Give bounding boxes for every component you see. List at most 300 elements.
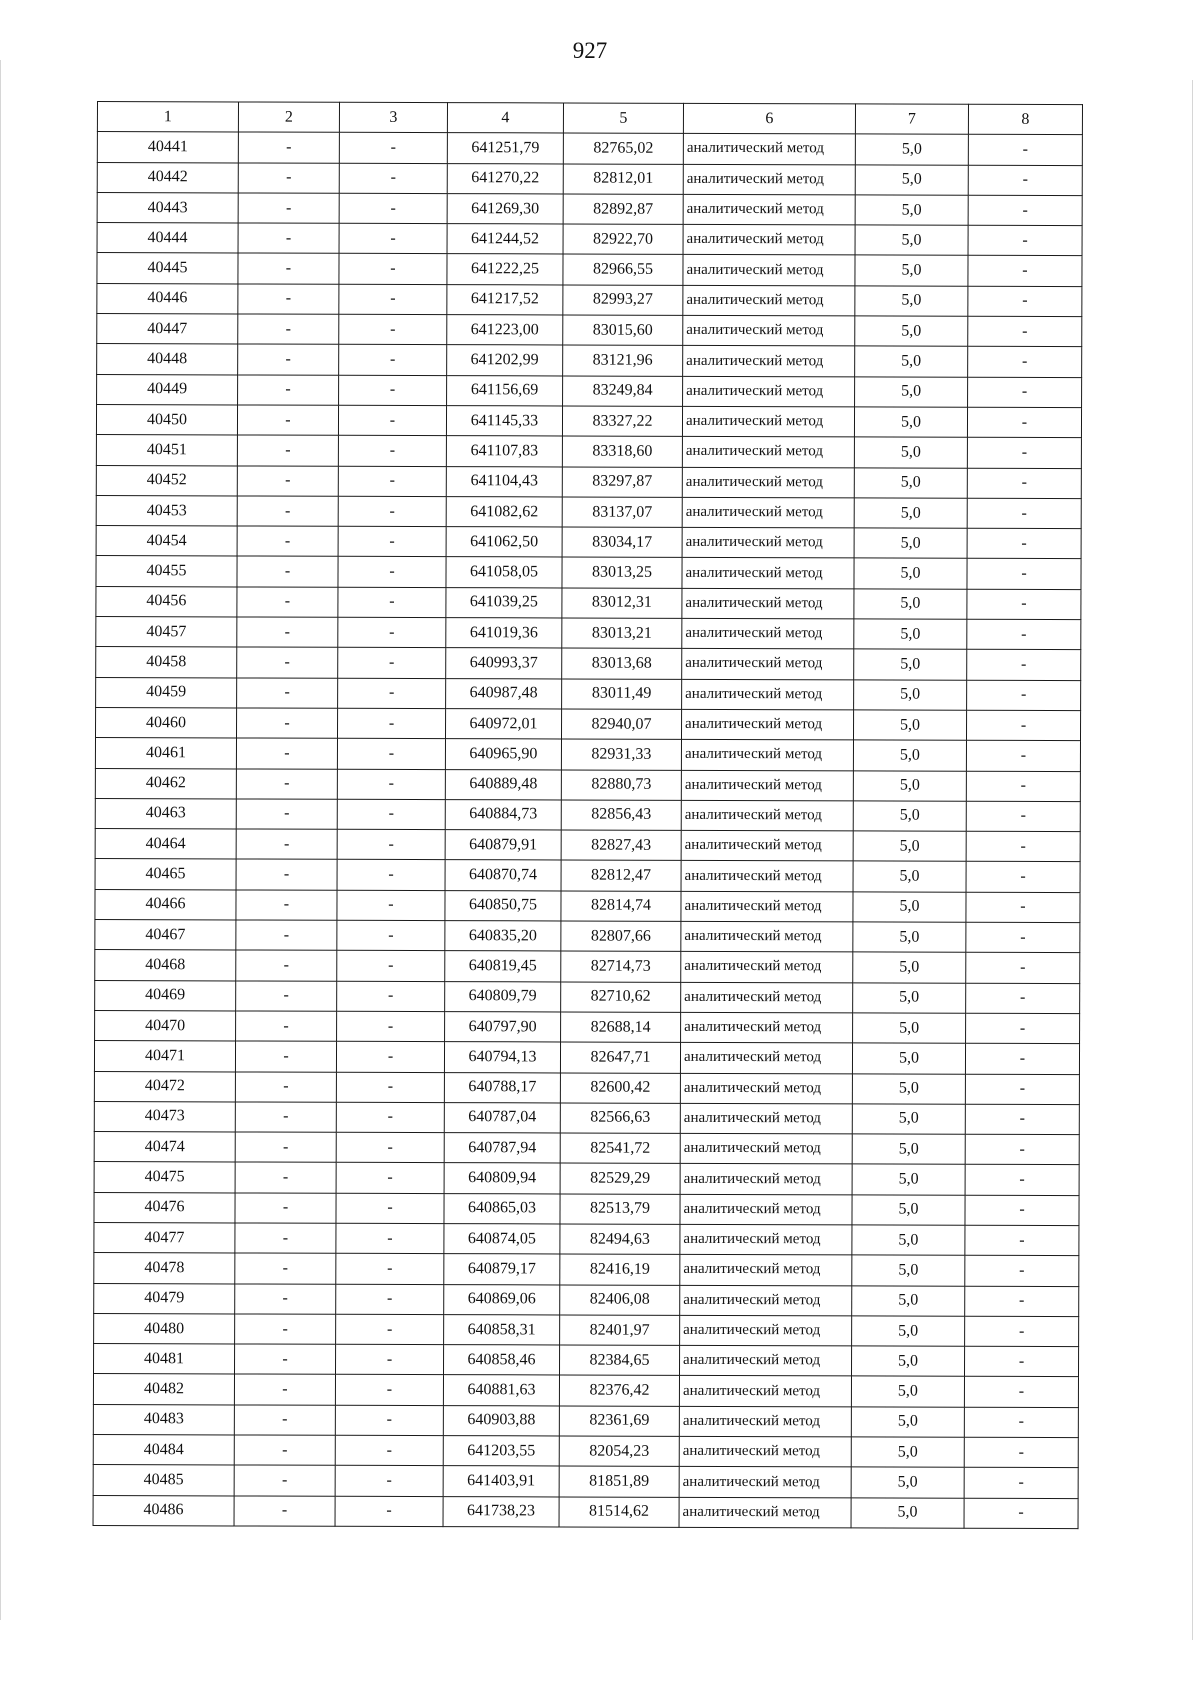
table-row	[97, 162, 1082, 195]
col2-cell: -	[234, 1405, 335, 1436]
x-coordinate-cell: 641082,62	[446, 496, 562, 527]
col2-cell: -	[236, 950, 337, 981]
method-cell: аналитический метод	[682, 679, 854, 710]
point-number-cell: 40455	[96, 556, 237, 587]
table-row	[95, 1010, 1080, 1043]
y-coordinate-cell: 82940,07	[561, 709, 681, 740]
col2-cell: -	[238, 314, 339, 345]
col2-cell: -	[238, 223, 339, 254]
method-cell: аналитический метод	[682, 467, 854, 498]
point-number-cell: 40473	[94, 1101, 235, 1132]
col3-cell: -	[338, 678, 446, 709]
point-number-cell: 40466	[95, 889, 236, 920]
col8-cell: -	[967, 680, 1081, 711]
table-row	[96, 677, 1081, 710]
table-row	[95, 980, 1080, 1013]
col8-cell: -	[965, 1165, 1079, 1196]
method-cell: аналитический метод	[680, 1073, 852, 1104]
col8-cell: -	[966, 831, 1080, 862]
table-row	[95, 829, 1080, 862]
x-coordinate-cell: 641062,50	[446, 527, 562, 558]
accuracy-cell: 5,0	[855, 377, 968, 408]
point-number-cell: 40445	[97, 253, 238, 284]
col2-cell: -	[235, 1223, 336, 1254]
col3-cell: -	[339, 163, 447, 194]
y-coordinate-cell: 82688,14	[561, 1012, 681, 1043]
column-header: 8	[968, 104, 1082, 135]
col2-cell: -	[235, 1102, 336, 1133]
point-number-cell: 40485	[93, 1465, 234, 1496]
coordinates-table-container	[93, 101, 1082, 1529]
x-coordinate-cell: 640889,48	[445, 769, 561, 800]
col3-cell: -	[338, 405, 446, 436]
y-coordinate-cell: 82494,63	[560, 1224, 680, 1255]
col8-cell: -	[968, 286, 1082, 317]
page-number: 927	[572, 38, 608, 63]
table-row	[94, 1071, 1079, 1104]
point-number-cell: 40479	[94, 1283, 235, 1314]
col8-cell: -	[964, 1377, 1078, 1408]
col2-cell: -	[237, 405, 338, 436]
method-cell: аналитический метод	[679, 1497, 851, 1528]
method-cell: аналитический метод	[681, 982, 853, 1013]
col2-cell: -	[235, 1132, 336, 1163]
col3-cell: -	[336, 1223, 444, 1254]
x-coordinate-cell: 641251,79	[447, 133, 563, 164]
col8-cell: -	[968, 135, 1082, 166]
method-cell: аналитический метод	[683, 346, 855, 377]
col8-cell: -	[964, 1437, 1078, 1468]
accuracy-cell: 5,0	[855, 316, 968, 347]
col8-cell: -	[967, 559, 1081, 590]
y-coordinate-cell: 83121,96	[563, 345, 683, 376]
col2-cell: -	[235, 1041, 336, 1072]
table-body	[93, 132, 1082, 1529]
col8-cell: -	[966, 1013, 1080, 1044]
x-coordinate-cell: 640869,06	[444, 1284, 560, 1315]
col2-cell: -	[234, 1465, 335, 1496]
x-coordinate-cell: 641222,25	[447, 254, 563, 285]
accuracy-cell: 5,0	[854, 680, 967, 711]
table-row	[96, 586, 1081, 619]
col8-cell: -	[964, 1468, 1078, 1499]
point-number-cell: 40457	[96, 617, 237, 648]
y-coordinate-cell: 83249,84	[563, 376, 683, 407]
col8-cell: -	[966, 801, 1080, 832]
method-cell: аналитический метод	[679, 1376, 851, 1407]
table-row	[96, 435, 1081, 468]
accuracy-cell: 5,0	[854, 558, 967, 589]
table-row	[95, 920, 1080, 953]
accuracy-cell: 5,0	[854, 528, 967, 559]
y-coordinate-cell: 82054,23	[559, 1436, 679, 1467]
point-number-cell: 40477	[94, 1222, 235, 1253]
method-cell: аналитический метод	[682, 406, 854, 437]
point-number-cell: 40480	[94, 1313, 235, 1344]
col8-cell: -	[965, 1134, 1079, 1165]
col8-cell: -	[967, 619, 1081, 650]
accuracy-cell: 5,0	[853, 892, 966, 923]
method-cell: аналитический метод	[680, 1164, 852, 1195]
table-row	[95, 950, 1080, 983]
col2-cell: -	[236, 829, 337, 860]
x-coordinate-cell: 640884,73	[445, 799, 561, 830]
col8-cell: -	[966, 953, 1080, 984]
y-coordinate-cell: 83015,60	[563, 315, 683, 346]
col2-cell: -	[235, 1162, 336, 1193]
table-row	[95, 798, 1080, 831]
col3-cell: -	[336, 1041, 444, 1072]
table-row	[94, 1313, 1079, 1346]
point-number-cell: 40465	[95, 859, 236, 890]
table-row	[97, 192, 1082, 225]
col2-cell: -	[238, 284, 339, 315]
point-number-cell: 40475	[94, 1162, 235, 1193]
col8-cell: -	[965, 1225, 1079, 1256]
method-cell: аналитический метод	[683, 376, 855, 407]
col3-cell: -	[336, 1163, 444, 1194]
col8-cell: -	[967, 407, 1081, 438]
y-coordinate-cell: 83327,22	[562, 406, 682, 437]
col3-cell: -	[337, 769, 445, 800]
col3-cell: -	[335, 1344, 443, 1375]
col3-cell: -	[338, 557, 446, 588]
table-row	[97, 223, 1082, 256]
point-number-cell: 40448	[97, 344, 238, 375]
accuracy-cell: 5,0	[851, 1437, 964, 1468]
accuracy-cell: 5,0	[852, 1134, 965, 1165]
col8-cell: -	[968, 165, 1082, 196]
y-coordinate-cell: 82922,70	[563, 224, 683, 255]
y-coordinate-cell: 82566,63	[560, 1103, 680, 1134]
point-number-cell: 40456	[96, 586, 237, 617]
col2-cell: -	[236, 981, 337, 1012]
accuracy-cell: 5,0	[853, 982, 966, 1013]
col3-cell: -	[335, 1466, 443, 1497]
y-coordinate-cell: 83034,17	[562, 527, 682, 558]
col3-cell: -	[337, 708, 445, 739]
col3-cell: -	[337, 981, 445, 1012]
x-coordinate-cell: 641203,55	[443, 1436, 559, 1467]
table-row	[96, 526, 1081, 559]
y-coordinate-cell: 82892,87	[563, 194, 683, 225]
table-row	[94, 1041, 1079, 1074]
table-row	[97, 253, 1082, 286]
x-coordinate-cell: 640809,79	[445, 981, 561, 1012]
method-cell: аналитический метод	[683, 285, 855, 316]
y-coordinate-cell: 83013,25	[562, 557, 682, 588]
scan-edge-line-left	[0, 60, 1, 1620]
accuracy-cell: 5,0	[855, 164, 968, 195]
col3-cell: -	[336, 1314, 444, 1345]
x-coordinate-cell: 641107,83	[446, 436, 562, 467]
method-cell: аналитический метод	[680, 1194, 852, 1225]
accuracy-cell: 5,0	[852, 1195, 965, 1226]
col8-cell: -	[966, 771, 1080, 802]
method-cell: аналитический метод	[683, 225, 855, 256]
col2-cell: -	[237, 466, 338, 497]
col2-cell: -	[237, 556, 338, 587]
point-number-cell: 40467	[95, 920, 236, 951]
accuracy-cell: 5,0	[854, 467, 967, 498]
x-coordinate-cell: 640858,46	[443, 1345, 559, 1376]
x-coordinate-cell: 640794,13	[444, 1042, 560, 1073]
accuracy-cell: 5,0	[855, 346, 968, 377]
table-row	[95, 768, 1080, 801]
col3-cell: -	[337, 829, 445, 860]
x-coordinate-cell: 641104,43	[446, 466, 562, 497]
col8-cell: -	[968, 347, 1082, 378]
method-cell: аналитический метод	[680, 1133, 852, 1164]
y-coordinate-cell: 82827,43	[561, 830, 681, 861]
y-coordinate-cell: 82401,97	[560, 1315, 680, 1346]
col2-cell: -	[238, 253, 339, 284]
col2-cell: -	[235, 1193, 336, 1224]
accuracy-cell: 5,0	[851, 1346, 964, 1377]
col3-cell: -	[336, 1193, 444, 1224]
column-header: 6	[683, 103, 855, 134]
scan-edge-line-right	[1192, 80, 1193, 1640]
column-header: 2	[238, 102, 339, 133]
col8-cell: -	[967, 438, 1081, 469]
accuracy-cell: 5,0	[854, 589, 967, 620]
accuracy-cell: 5,0	[853, 740, 966, 771]
col3-cell: -	[338, 526, 446, 557]
col8-cell: -	[966, 862, 1080, 893]
col2-cell: -	[234, 1435, 335, 1466]
y-coordinate-cell: 81851,89	[559, 1466, 679, 1497]
col3-cell: -	[337, 951, 445, 982]
col3-cell: -	[335, 1405, 443, 1436]
col8-cell: -	[968, 256, 1082, 287]
x-coordinate-cell: 640850,75	[445, 890, 561, 921]
point-number-cell: 40462	[95, 768, 236, 799]
col3-cell: -	[335, 1435, 443, 1466]
x-coordinate-cell: 641039,25	[446, 587, 562, 618]
method-cell: аналитический метод	[679, 1406, 851, 1437]
method-cell: аналитический метод	[682, 618, 854, 649]
col8-cell: -	[965, 1043, 1079, 1074]
col3-cell: -	[339, 223, 447, 254]
x-coordinate-cell: 641156,69	[447, 375, 563, 406]
header-row	[97, 102, 1082, 135]
col3-cell: -	[339, 284, 447, 315]
method-cell: аналитический метод	[680, 1315, 852, 1346]
table-row	[93, 1374, 1078, 1407]
col8-cell: -	[964, 1407, 1078, 1438]
x-coordinate-cell: 640965,90	[445, 739, 561, 770]
col8-cell: -	[966, 710, 1080, 741]
x-coordinate-cell: 640874,05	[444, 1224, 560, 1255]
x-coordinate-cell: 640787,94	[444, 1133, 560, 1164]
x-coordinate-cell: 640870,74	[445, 860, 561, 891]
y-coordinate-cell: 83137,07	[562, 497, 682, 528]
y-coordinate-cell: 82931,33	[561, 739, 681, 770]
y-coordinate-cell: 83013,68	[562, 648, 682, 679]
point-number-cell: 40450	[96, 404, 237, 435]
y-coordinate-cell: 82814,74	[561, 891, 681, 922]
col2-cell: -	[236, 799, 337, 830]
accuracy-cell: 5,0	[851, 1467, 964, 1498]
point-number-cell: 40482	[93, 1374, 234, 1405]
accuracy-cell: 5,0	[855, 195, 968, 226]
accuracy-cell: 5,0	[852, 1316, 965, 1347]
accuracy-cell: 5,0	[854, 437, 967, 468]
point-number-cell: 40449	[97, 374, 238, 405]
col3-cell: -	[339, 375, 447, 406]
accuracy-cell: 5,0	[851, 1407, 964, 1438]
col3-cell: -	[335, 1496, 443, 1527]
table-row	[93, 1495, 1078, 1528]
point-number-cell: 40464	[95, 829, 236, 860]
y-coordinate-cell: 81514,62	[559, 1497, 679, 1528]
col8-cell: -	[967, 498, 1081, 529]
col8-cell: -	[965, 1256, 1079, 1287]
y-coordinate-cell: 82812,47	[561, 860, 681, 891]
y-coordinate-cell: 82529,29	[560, 1163, 680, 1194]
y-coordinate-cell: 82647,71	[560, 1042, 680, 1073]
table-row	[93, 1404, 1078, 1437]
col8-cell: -	[966, 922, 1080, 953]
col2-cell: -	[236, 768, 337, 799]
col3-cell: -	[337, 860, 445, 891]
table-row	[97, 132, 1082, 165]
y-coordinate-cell: 82513,79	[560, 1194, 680, 1225]
method-cell: аналитический метод	[682, 558, 854, 589]
x-coordinate-cell: 640879,17	[444, 1254, 560, 1285]
table-row	[94, 1344, 1079, 1377]
col2-cell: -	[237, 587, 338, 618]
x-coordinate-cell: 641058,05	[446, 557, 562, 588]
method-cell: аналитический метод	[679, 1467, 851, 1498]
x-coordinate-cell: 640835,20	[445, 921, 561, 952]
method-cell: аналитический метод	[683, 164, 855, 195]
method-cell: аналитический метод	[681, 952, 853, 983]
method-cell: аналитический метод	[681, 770, 853, 801]
method-cell: аналитический метод	[679, 1436, 851, 1467]
accuracy-cell: 5,0	[855, 134, 968, 165]
col3-cell: -	[336, 1102, 444, 1133]
method-cell: аналитический метод	[681, 1012, 853, 1043]
method-cell: аналитический метод	[681, 921, 853, 952]
method-cell: аналитический метод	[680, 1285, 852, 1316]
table-row	[96, 495, 1081, 528]
col8-cell: -	[967, 589, 1081, 620]
point-number-cell: 40472	[94, 1071, 235, 1102]
col8-cell: -	[966, 740, 1080, 771]
y-coordinate-cell: 82765,02	[563, 133, 683, 164]
col2-cell: -	[238, 132, 339, 163]
method-cell: аналитический метод	[682, 497, 854, 528]
accuracy-cell: 5,0	[854, 619, 967, 650]
table-row	[94, 1222, 1079, 1255]
col2-cell: -	[237, 526, 338, 557]
point-number-cell: 40454	[96, 526, 237, 557]
table-row	[97, 283, 1082, 316]
col3-cell: -	[338, 648, 446, 679]
accuracy-cell: 5,0	[853, 952, 966, 983]
col3-cell: -	[338, 466, 446, 497]
point-number-cell: 40486	[93, 1495, 234, 1526]
point-number-cell: 40476	[94, 1192, 235, 1223]
point-number-cell: 40471	[94, 1041, 235, 1072]
col3-cell: -	[336, 1072, 444, 1103]
col3-cell: -	[338, 436, 446, 467]
point-number-cell: 40443	[97, 192, 238, 223]
y-coordinate-cell: 83012,31	[562, 588, 682, 619]
col2-cell: -	[236, 890, 337, 921]
accuracy-cell: 5,0	[852, 1104, 965, 1135]
x-coordinate-cell: 640819,45	[445, 951, 561, 982]
x-coordinate-cell: 641217,52	[447, 284, 563, 315]
point-number-cell: 40460	[95, 707, 236, 738]
col2-cell: -	[235, 1253, 336, 1284]
x-coordinate-cell: 640787,04	[444, 1102, 560, 1133]
table-row	[94, 1162, 1079, 1195]
method-cell: аналитический метод	[680, 1224, 852, 1255]
col3-cell: -	[339, 193, 447, 224]
x-coordinate-cell: 640879,91	[445, 830, 561, 861]
accuracy-cell: 5,0	[854, 407, 967, 438]
col8-cell: -	[965, 1195, 1079, 1226]
accuracy-cell: 5,0	[853, 861, 966, 892]
table-row	[95, 859, 1080, 892]
x-coordinate-cell: 640865,03	[444, 1193, 560, 1224]
x-coordinate-cell: 641019,36	[446, 618, 562, 649]
coordinates-table	[93, 101, 1083, 1529]
table-row	[93, 1435, 1078, 1468]
y-coordinate-cell: 83013,21	[562, 618, 682, 649]
accuracy-cell: 5,0	[851, 1498, 964, 1529]
col8-cell: -	[967, 650, 1081, 681]
table-row	[96, 617, 1081, 650]
point-number-cell: 40451	[96, 435, 237, 466]
table-row	[94, 1101, 1079, 1134]
point-number-cell: 40441	[97, 132, 238, 163]
x-coordinate-cell: 640788,17	[444, 1072, 560, 1103]
method-cell: аналитический метод	[683, 255, 855, 286]
col2-cell: -	[238, 375, 339, 406]
x-coordinate-cell: 641244,52	[447, 224, 563, 255]
x-coordinate-cell: 640797,90	[445, 1012, 561, 1043]
y-coordinate-cell: 82856,43	[561, 800, 681, 831]
table-row	[94, 1283, 1079, 1316]
method-cell: аналитический метод	[682, 437, 854, 468]
table-row	[95, 889, 1080, 922]
x-coordinate-cell: 641269,30	[447, 193, 563, 224]
col2-cell: -	[236, 738, 337, 769]
column-header: 1	[97, 102, 238, 133]
method-cell: аналитический метод	[681, 861, 853, 892]
col8-cell: -	[964, 1346, 1078, 1377]
method-cell: аналитический метод	[682, 527, 854, 558]
point-number-cell: 40463	[95, 798, 236, 829]
col8-cell: -	[965, 1074, 1079, 1105]
table-row	[96, 556, 1081, 589]
col3-cell: -	[338, 496, 446, 527]
method-cell: аналитический метод	[682, 649, 854, 680]
y-coordinate-cell: 82714,73	[561, 951, 681, 982]
point-number-cell: 40474	[94, 1132, 235, 1163]
accuracy-cell: 5,0	[853, 1013, 966, 1044]
table-row	[97, 344, 1082, 377]
x-coordinate-cell: 640993,37	[446, 648, 562, 679]
point-number-cell: 40452	[96, 465, 237, 496]
method-cell: аналитический метод	[680, 1103, 852, 1134]
col3-cell: -	[336, 1254, 444, 1285]
x-coordinate-cell: 641270,22	[447, 163, 563, 194]
col2-cell: -	[236, 708, 337, 739]
